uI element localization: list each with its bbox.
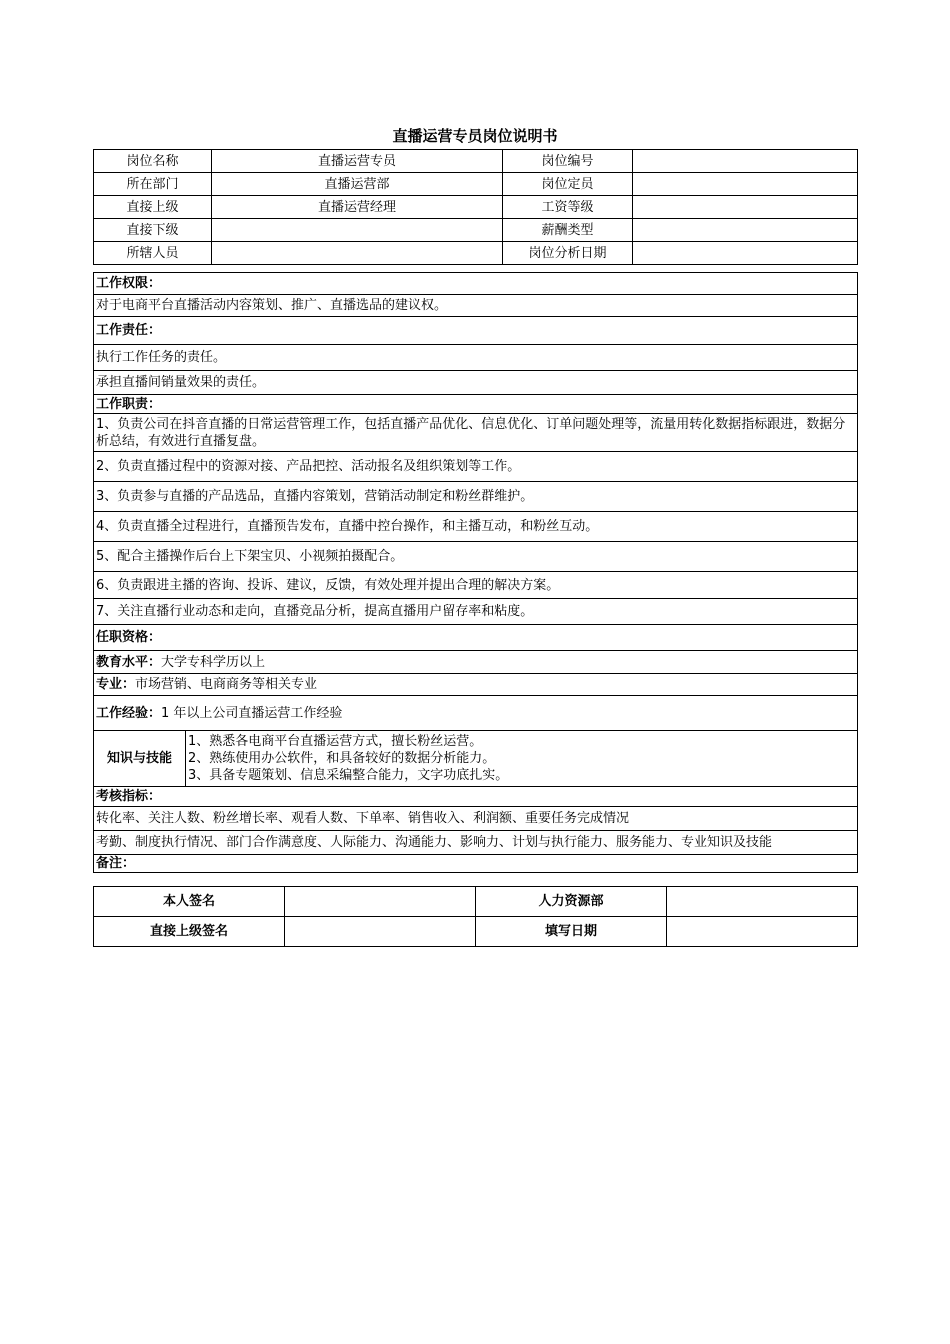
major-row: [94, 674, 858, 696]
skill-item: 1、熟悉各电商平台直播运营方式，擅长粉丝运营。: [188, 734, 483, 749]
list-item: [94, 831, 858, 855]
duty-item: 1、负责公司在抖音直播的日常运营管理工作，包括直播产品优化、信息优化、订单问题处理等，流量用转化数据指标跟进，数据分析总结，有效进行直播复盘。: [94, 414, 858, 452]
dept-label: 所在部门: [94, 173, 212, 196]
duty-item: 4、负责直播全过程进行，直播预告发布，直播中控台操作，和主播互动，和粉丝互动。: [94, 512, 858, 542]
major-value: 市场营销、电商商务等相关专业: [135, 677, 318, 692]
superior-value[interactable]: 直播运营经理: [212, 196, 503, 219]
table-row: [94, 219, 858, 242]
table-row: [94, 150, 858, 173]
responsibility-item: 执行工作任务的责任。: [94, 345, 858, 371]
major-label: 专业：: [96, 677, 136, 692]
assessment-item: 转化率、关注人数、粉丝增长率、观看人数、下单率、销售收入、利润额、重要任务完成情况: [94, 807, 858, 831]
page-title: 直播运营专员岗位说明书: [392, 127, 558, 145]
hr-field[interactable]: [667, 887, 858, 917]
education-row: [94, 651, 858, 674]
basic-info-table: [93, 149, 858, 265]
education-value: 大学专科学历以上: [161, 654, 266, 670]
grade-value[interactable]: [633, 196, 858, 219]
skill-item: 3、具备专题策划、信息采编整合能力，文字功底扎实。: [188, 768, 509, 783]
list-item: [94, 599, 858, 625]
superior-signature-label: 直接上级签名: [94, 917, 285, 947]
duty-item: 2、负责直播过程中的资源对接、产品把控、活动报名及组织策划等工作。: [94, 452, 858, 482]
table-row: [94, 696, 858, 731]
assessment-item: 考勤、制度执行情况、部门合作满意度、人际能力、沟通能力、影响力、计划与执行能力、服务能力、专业知识及技能: [94, 831, 858, 855]
grade-label: 工资等级: [503, 196, 633, 219]
section-header-row: [94, 787, 858, 807]
pay-type-value[interactable]: [633, 219, 858, 242]
duty-item: 5、配合主播操作后台上下架宝贝、小视频拍摄配合。: [94, 542, 858, 572]
staff-value[interactable]: [212, 242, 503, 265]
post-no-label: 岗位编号: [503, 150, 633, 173]
table-row: [94, 674, 858, 696]
experience-row: [94, 696, 858, 731]
experience-value: 1 年以上公司直播运营工作经验: [161, 705, 343, 721]
table-row: [94, 196, 858, 219]
list-item: [94, 807, 858, 831]
section-header-row: [94, 273, 858, 295]
list-item: [94, 482, 858, 512]
education-label: 教育水平：: [96, 654, 162, 670]
section-header-row: [94, 855, 858, 873]
section-header-row: [94, 395, 858, 414]
list-item: [94, 345, 858, 371]
duty-item: 3、负责参与直播的产品选品，直播内容策划，营销活动制定和粉丝群维护。: [94, 482, 858, 512]
qualification-heading: 任职资格：: [94, 625, 858, 651]
list-item: [94, 572, 858, 599]
table-row: [94, 887, 858, 917]
self-signature-field[interactable]: [285, 887, 476, 917]
assessment-heading: 考核指标：: [94, 787, 858, 807]
superior-label: 直接上级: [94, 196, 212, 219]
table-row: [94, 173, 858, 196]
fill-date-label: 填写日期: [476, 917, 667, 947]
headcount-value[interactable]: [633, 173, 858, 196]
table-row: [94, 242, 858, 265]
authority-item: 对于电商平台直播活动内容策划、推广、直播选品的建议权。: [94, 295, 858, 317]
signature-table: [93, 886, 858, 947]
skills-list: [186, 731, 858, 787]
self-signature-label: 本人签名: [94, 887, 285, 917]
section-header-row: [94, 317, 858, 345]
fill-date-field[interactable]: [667, 917, 858, 947]
responsibility-item: 承担直播间销量效果的责任。: [94, 371, 858, 395]
remarks-heading: 备注：: [94, 855, 858, 873]
skills-label: 知识与技能: [94, 731, 186, 787]
list-item: [94, 542, 858, 572]
subordinate-value[interactable]: [212, 219, 503, 242]
duties-heading: 工作职责：: [94, 395, 858, 414]
list-item: [94, 452, 858, 482]
dept-value[interactable]: 直播运营部: [212, 173, 503, 196]
list-item: [94, 414, 858, 452]
list-item: [94, 512, 858, 542]
analysis-date-value[interactable]: [633, 242, 858, 265]
post-name-value[interactable]: 直播运营专员: [212, 150, 503, 173]
superior-signature-field[interactable]: [285, 917, 476, 947]
subordinate-label: 直接下级: [94, 219, 212, 242]
job-description-table: [93, 272, 858, 873]
section-header-row: [94, 625, 858, 651]
skill-item: 2、熟练使用办公软件，和具备较好的数据分析能力。: [188, 751, 496, 766]
table-row: [94, 651, 858, 674]
authority-heading: 工作权限：: [94, 273, 858, 295]
duty-item: 6、负责跟进主播的咨询、投诉、建议，反馈，有效处理并提出合理的解决方案。: [94, 572, 858, 599]
staff-label: 所辖人员: [94, 242, 212, 265]
experience-label: 工作经验：: [96, 705, 162, 721]
duty-item: 7、关注直播行业动态和走向，直播竞品分析，提高直播用户留存率和粘度。: [94, 599, 858, 625]
list-item: [94, 371, 858, 395]
analysis-date-label: 岗位分析日期: [503, 242, 633, 265]
responsibility-heading: 工作责任：: [94, 317, 858, 345]
pay-type-label: 薪酬类型: [503, 219, 633, 242]
hr-label: 人力资源部: [476, 887, 667, 917]
headcount-label: 岗位定员: [503, 173, 633, 196]
list-item: [94, 295, 858, 317]
post-name-label: 岗位名称: [94, 150, 212, 173]
table-row: [94, 917, 858, 947]
post-no-value[interactable]: [633, 150, 858, 173]
table-row: [94, 731, 858, 787]
